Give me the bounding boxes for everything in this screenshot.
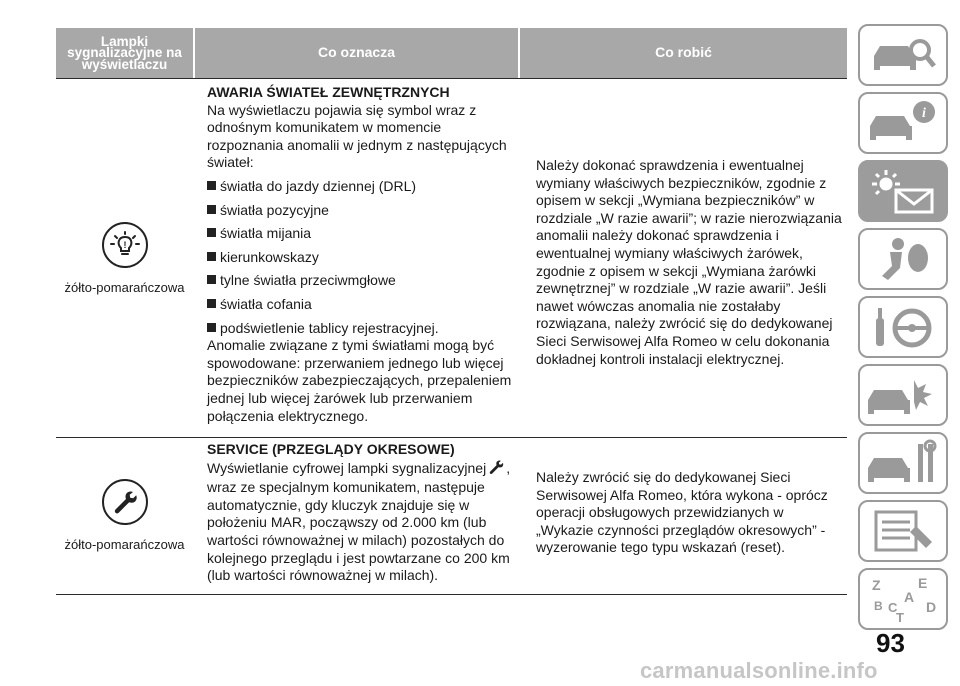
svg-text:T: T	[896, 610, 904, 625]
row2-title: SERVICE (PRZEGLĄDY OKRESOWE)	[207, 441, 455, 457]
row1-title: AWARIA ŚWIATEŁ ZEWNĘTRZNYCH	[207, 84, 450, 100]
table-divider	[56, 594, 847, 595]
svg-text:!: !	[123, 239, 126, 250]
tab-car-search[interactable]	[858, 24, 948, 86]
row2-desc: Wyświetlanie cyfrowej lampki sygnalizacyjnej , wraz ze specjalnym komunikatem, następuje automatycznie, gdy kluczyk znajduje się w położeniu MAR, począwszy od 2.000 km (lub wartości równoważnej w milach) pozostałych do kolejnego przeglądu i jest powtarzane co 200 km (lub wartości równoważnej w milach).	[207, 459, 511, 584]
list-item: kierunkowskazy	[207, 249, 512, 267]
bullet-square-icon	[207, 252, 216, 261]
tab-technical-data[interactable]	[858, 500, 948, 562]
watermark: carmanualsonline.info	[640, 658, 878, 683]
wrench-icon	[102, 479, 148, 525]
car-crash-icon	[860, 366, 946, 424]
car-info-icon	[860, 94, 946, 152]
tab-warning-lights[interactable]	[858, 160, 948, 222]
bullet-square-icon	[207, 323, 216, 332]
tab-safety[interactable]	[858, 228, 948, 290]
row1-icon-cell	[56, 80, 193, 436]
header-col-warning-lights: Lampki sygnalizacyjne na wyświetlaczu	[56, 28, 193, 78]
tab-index[interactable]	[858, 568, 948, 630]
svg-text:E: E	[918, 575, 928, 591]
steering-key-icon	[860, 298, 946, 356]
page-number: 93	[876, 628, 905, 658]
row1-intro: Na wyświetlaczu pojawia się symbol wraz z odnośnym komunikatem w momencie rozpoznania anomalii w jednym z następujących świateł:	[207, 101, 507, 171]
svg-text:A: A	[904, 589, 915, 605]
warning-light-message-icon	[860, 162, 946, 220]
wrench-icon	[488, 459, 504, 480]
table-divider	[56, 437, 847, 438]
list-item: światła cofania	[207, 296, 512, 314]
airbag-passenger-icon	[860, 230, 946, 288]
row2-meaning	[207, 441, 512, 585]
svg-text:B: B	[874, 599, 883, 613]
bullet-square-icon	[207, 205, 216, 214]
svg-text:D: D	[926, 599, 937, 615]
list-item: podświetlenie tablicy rejestracyjnej.	[207, 320, 512, 338]
list-item: światła mijania	[207, 225, 512, 243]
tab-car-info[interactable]	[858, 92, 948, 154]
color-label: żółto-pomarańczowa	[64, 536, 185, 552]
row1-action: Należy dokonać sprawdzenia i ewentualnej wymiany właściwych bezpieczników, zgodnie z opisem w sekcji „Wymiana bezpieczników” w rozdziale „W razie awarii”; w razie nierozwiązania anomalii należy dokonać sprawdzenia i ewentualnej wymiany właściwych żarówek, zgodnie z opisem w sekcji „Wymiana żarówki zewnętrznej” w rozdziale „W razie awarii”. Jeśli nawet wówczas anomalia nie zostałaby rozwiązana, należy zwrócić się do dedykowanej Sieci Serwisowej Alfa Romeo w celu dokonania dokładnej kontroli instalacji elektrycznej.	[536, 157, 842, 367]
bullet-square-icon	[207, 275, 216, 284]
color-label: żółto-pomarańczowa	[64, 279, 185, 295]
table-divider	[56, 78, 847, 79]
tab-emergency[interactable]	[858, 364, 948, 426]
bullet-square-icon	[207, 299, 216, 308]
row2-action: Należy zwrócić się do dedykowanej Sieci Serwisowej Alfa Romeo, która wykona - oprócz operacji obsługowych przewidzianych w „Wykazie czynności przeglądów okresowych” - wyzerowanie tego typu wskazań (reset).	[536, 469, 828, 556]
car-tools-icon	[860, 434, 946, 492]
alphabet-index-icon	[860, 570, 946, 628]
car-search-icon	[860, 26, 946, 84]
data-checklist-icon	[860, 502, 946, 560]
tab-starting-driving[interactable]	[858, 296, 948, 358]
bullet-square-icon	[207, 181, 216, 190]
list-item: światła pozycyjne	[207, 202, 512, 220]
row2-icon-cell	[56, 440, 193, 590]
tab-maintenance[interactable]	[858, 432, 948, 494]
bullet-square-icon	[207, 228, 216, 237]
svg-text:C: C	[888, 600, 898, 615]
header-col-action: Co robić	[520, 28, 847, 78]
row1-meaning	[207, 84, 512, 425]
list-item: tylne światła przeciwmgłowe	[207, 272, 512, 290]
header-col-meaning: Co oznacza	[195, 28, 518, 78]
row1-outro: Anomalie związane z tymi światłami mogą być spowodowane: przerwaniem jednego lub więcej bezpieczników zabezpieczających, przepaleniem jednej lub więcej żarówek lub przerwaniem połączenia elektrycznego.	[207, 337, 512, 424]
list-item: światła do jazdy dziennej (DRL)	[207, 178, 512, 196]
svg-text:i: i	[922, 106, 926, 121]
svg-text:Z: Z	[872, 577, 881, 593]
exterior-light-failure-icon	[102, 222, 148, 268]
